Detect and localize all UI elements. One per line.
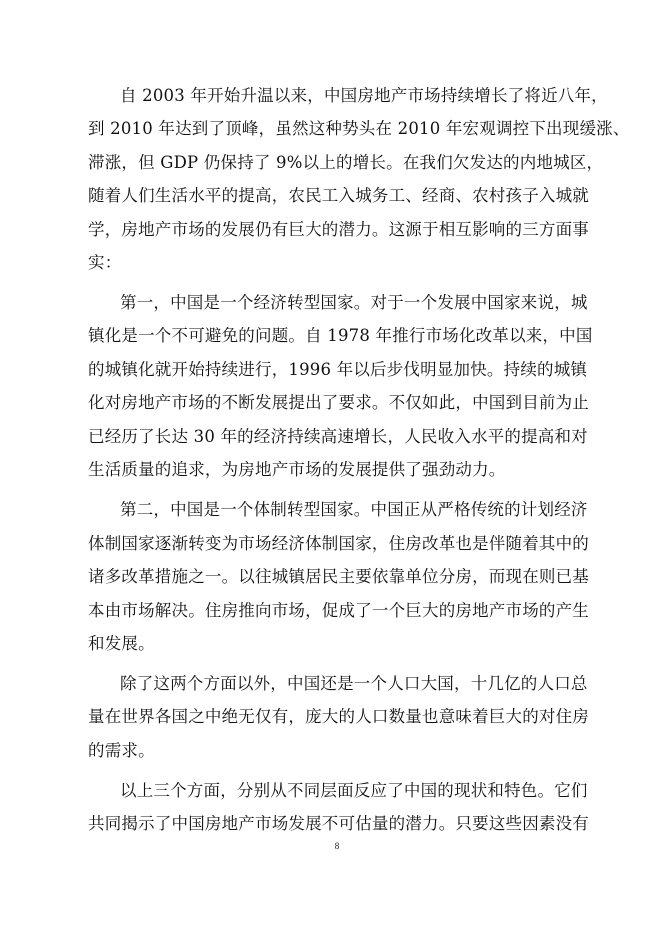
text-line: 和发展。 <box>88 634 155 653</box>
text-line: 学，房地产市场的发展仍有巨大的潜力。这源于相互影响的三方面事 <box>88 220 589 239</box>
text-line: 生活质量的追求，为房地产市场的发展提供了强劲动力。 <box>88 460 506 479</box>
text-line: 第一，中国是一个经济转型国家。对于一个发展中国家来说，城 <box>120 293 588 312</box>
text-line: 量在世界各国之中绝无仅有，庞大的人口数量也意味着巨大的对住房 <box>88 707 589 726</box>
text-line: 的城镇化就开始持续进行，1996 年以后步伐明显加快。持续的城镇 <box>88 360 588 379</box>
text-line: 化对房地产市场的不断发展提出了要求。不仅如此，中国到目前为止 <box>88 393 589 412</box>
text-line: 镇化是一个不可避免的问题。自 1978 年推行市场化改革以来，中国 <box>88 326 593 345</box>
text-line: 以上三个方面，分别从不同层面反应了中国的现状和特色。它们 <box>120 781 588 800</box>
text-line: 诸多改革措施之一。以往城镇居民主要依靠单位分房，而现在则已基 <box>88 567 589 586</box>
text-line: 体制国家逐渐转变为市场经济体制国家，住房改革也是伴随着其中的 <box>88 534 589 553</box>
text-line: 本由市场解决。住房推向市场，促成了一个巨大的房地产市场的产生 <box>88 601 589 620</box>
text-line: 随着人们生活水平的提高，农民工入城务工、经商、农村孩子入城就 <box>88 186 589 205</box>
text-line: 第二，中国是一个体制转型国家。中国正从严格传统的计划经济 <box>120 500 588 519</box>
text-line: 的需求。 <box>88 741 155 760</box>
text-line: 自 2003 年开始升温以来，中国房地产市场持续增长了将近八年， <box>120 86 608 105</box>
page-number: 8 <box>334 841 340 851</box>
text-line: 实： <box>88 253 122 272</box>
text-line: 已经历了长达 30 年的经济持续高速增长，人民收入水平的提高和对 <box>88 427 588 446</box>
text-line: 滞涨，但 GDP 仍保持了 9%以上的增长。在我们欠发达的内地城区， <box>88 153 604 172</box>
text-line: 共同揭示了中国房地产市场发展不可估量的潜力。只要这些因素没有 <box>88 814 589 833</box>
text-line: 除了这两个方面以外，中国还是一个人口大国，十几亿的人口总 <box>120 674 588 693</box>
text-line: 到 2010 年达到了顶峰，虽然这种势头在 2010 年宏观调控下出现缓涨、 <box>88 119 630 138</box>
